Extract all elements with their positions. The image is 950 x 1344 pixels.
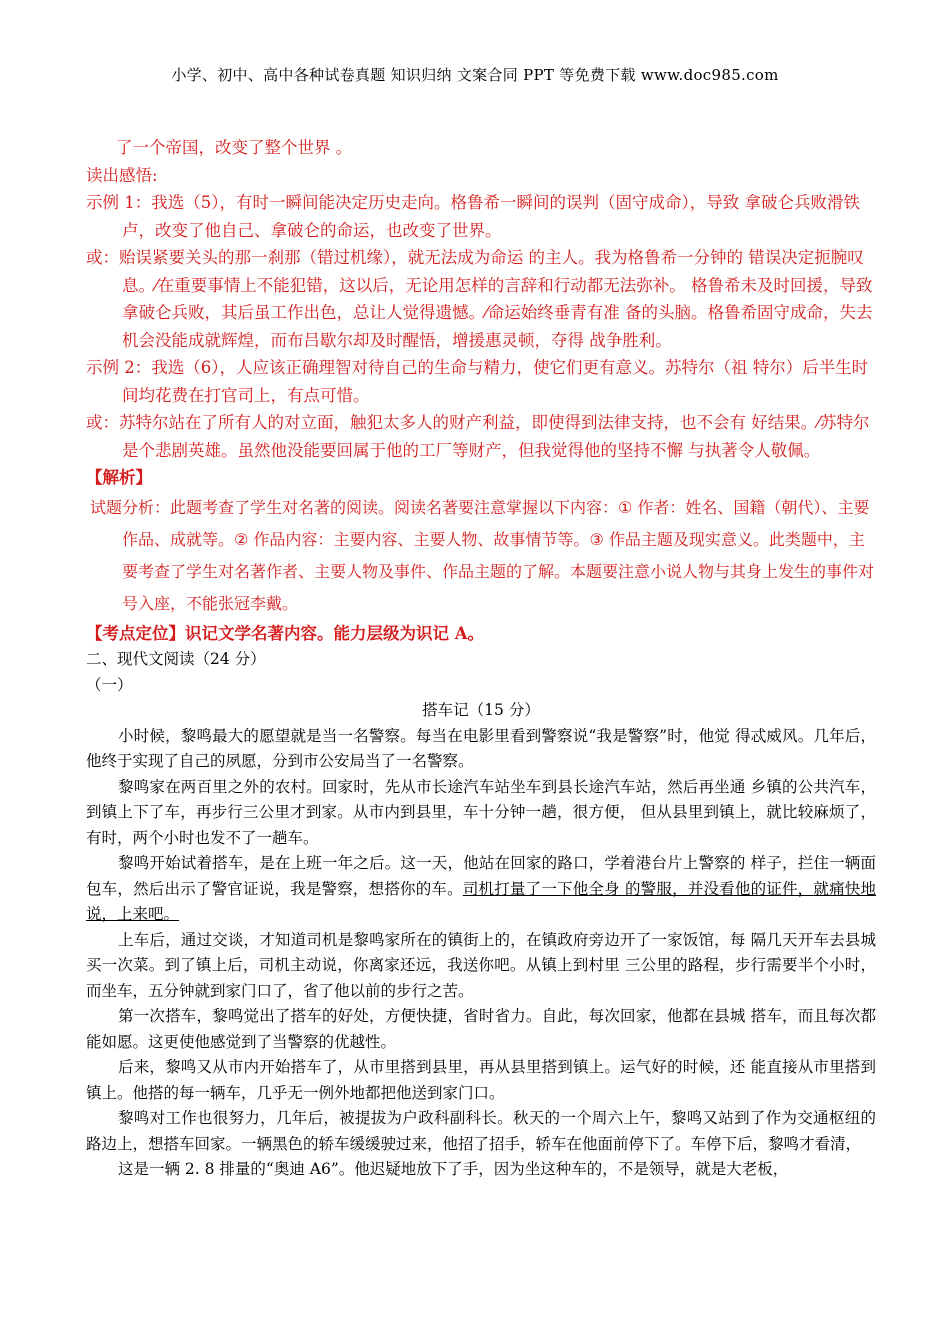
story-paragraph: 黎鸣对工作也很努力，几年后，被提拔为户政科副科长。秋天的一个周六上午，黎鸣又站到了作为交通枢纽的路边上，想搭车回家。一辆黑色的轿车缓缓驶过来，他招了招手，轿车在他面前停下了。车停下后，黎鸣才看清， [86, 1109, 876, 1153]
reading-section [86, 647, 876, 1183]
story-paragraph: 上车后，通过交谈，才知道司机是黎鸣家所在的镇街上的，在镇政府旁边开了一家饭馆，每 隔几天开车去县城买一次菜。到了镇上后，司机主动说，你离家还远，我送你吧。从镇上到村里 三公里的路程，步行需要半个小时，而坐车，五分钟就到家门口了，省了他以前的步行之苦。 [86, 930, 876, 1000]
story-paragraph: 后来，黎鸣又从市内开始搭车了，从市里搭到县里，再从县里搭到镇上。运气好的时候，还 能直接从市里搭到镇上。他搭的每一辆车，几乎无一例外地都把他送到家门口。 [86, 1058, 876, 1102]
page-header: 小学、初中、高中各种试卷真题 知识归纳 文案合同 PPT 等免费下载 www.doc985.com [171, 66, 779, 84]
alternative-2: 或：苏特尔站在了所有人的对立面，触犯太多人的财产利益，即使得到法律支持，也不会有 好结果。⁄苏特尔是个悲剧英雄。虽然他没能要回属于他的工厂等财产，但我觉得他的坚持不懈 与执著令人敬佩。 [86, 413, 870, 460]
story-paragraph: 黎鸣家在两百里之外的农村。回家时，先从市长途汽车站坐车到县长途汽车站，然后再坐通 乡镇的公共汽车，到镇上下了车，再步行三公里才到家。从市内到县里，车十分钟一趟，很方便， 但从县里到镇上，就比较麻烦了，有时，两个小时也发不了一趟车。 [86, 777, 876, 847]
analysis-heading: 【解析】 [86, 468, 152, 487]
analysis-body: 试题分析：此题考查了学生对名著的阅读。阅读名著要注意掌握以下内容：① 作者：姓名、国籍（朝代）、主要作品、成就等。② 作品内容：主要内容、主要人物、故事情节等。③ 作品主题及现实意义。此类题中，主要考查了学生对名著作者、主要人物及事件、作品主题的了解。本题要注意小说人物与其身上发生的事件对号入座，不能张冠李戴。 [90, 497, 875, 613]
answer-continuation: 了一个帝国，改变了整个世界 。 [116, 138, 353, 157]
alternative-1: 或：贻误紧要关头的那一刹那（错过机缘），就无法成为命运 的主人。我为格鲁希一分钟的 错误决定扼腕叹息。⁄在重要事情上不能犯错，这以后，无论用怎样的言辞和行动都无法弥补。 格鲁希未及时回援，导致拿破仑兵败，其后虽工作出色，总让人觉得遗憾。⁄命运始终垂青有准 备的头脑。格鲁希固守成命，失去机会没能成就辉煌，而布吕歇尔却及时醒悟，增援惠灵顿，夺得 战争胜利。 [86, 248, 873, 350]
section-heading: 二、现代文阅读（24 分） [86, 650, 266, 668]
story-title: 搭车记（15 分） [422, 701, 540, 719]
reflection-label: 读出感悟: [86, 165, 158, 185]
subsection-number: （一） [86, 675, 133, 694]
story-paragraph [86, 851, 876, 928]
example-1: 示例 1：我选（5），有时一瞬间能决定历史走向。格鲁希一瞬间的误判（固守成命），导致 拿破仑兵败滑铁卢，改变了他自己、拿破仑的命运，也改变了世界。 [86, 193, 860, 240]
underlined-sentence: 司机打量了一下他全身 的警服，并没看他的证件，就痛快地说，上来吧。 [86, 879, 876, 923]
story-text: 黎鸣开始试着搭车，是在上班一年之后。这一天，他站在回家的路口，学着港台片上警察的 样子，拦住一辆面包车，然后出示了警官证说，我是警察，想搭你的车。 [86, 854, 876, 898]
document-body [86, 134, 876, 1183]
example-2: 示例 2：我选（6），人应该正确理智对待自己的生命与精力，使它们更有意义。苏特尔（祖 特尔）后半生时间均花费在打官司上，有点可惜。 [86, 358, 869, 405]
story-paragraph: 这是一辆 2. 8 排量的“奥迪 A6”。他迟疑地放下了手，因为坐这种车的，不是领导，就是大老板， [118, 1160, 789, 1178]
story-paragraph: 小时候，黎鸣最大的愿望就是当一名警察。每当在电影里看到警察说“我是警察”时，他觉 得忒威风。几年后，他终于实现了自己的夙愿，分到市公安局当了一名警察。 [86, 726, 876, 770]
story-paragraph: 第一次搭车，黎鸣觉出了搭车的好处，方便快捷，省时省力。自此，每次回家，他都在县城 搭车，而且每次都能如愿。这更使他感觉到了当警察的优越性。 [86, 1007, 876, 1051]
answer-block [86, 134, 876, 647]
test-point: 【考点定位】识记文学名著内容。能力层级为识记 A。 [86, 623, 485, 643]
